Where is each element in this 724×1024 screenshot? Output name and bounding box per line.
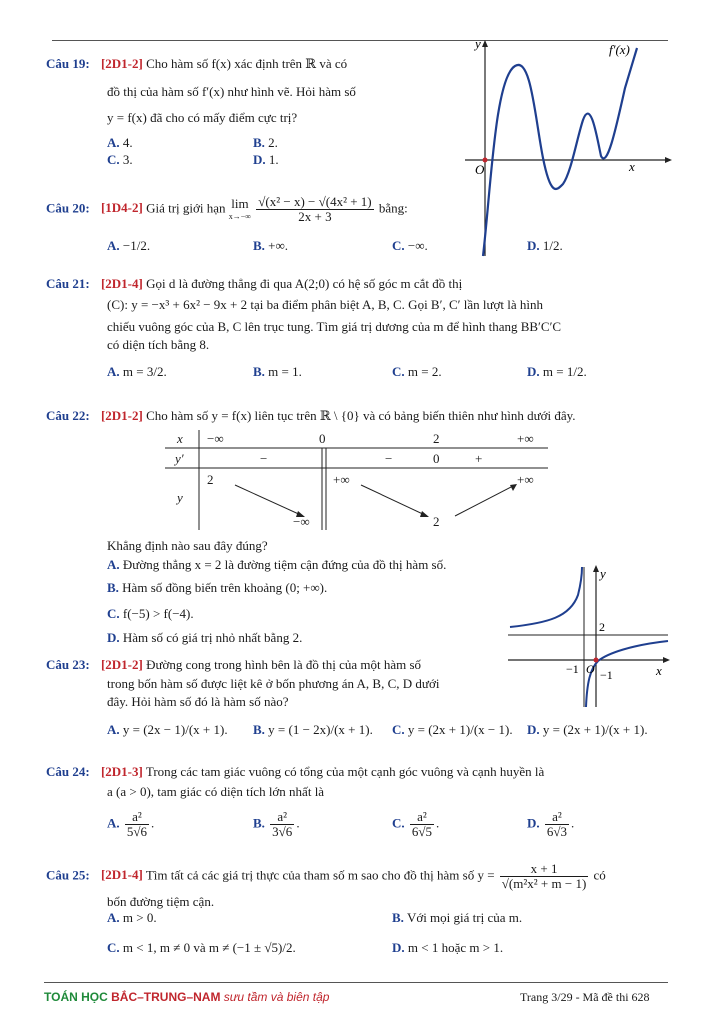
- q21-option-d[interactable]: D. m = 1/2.: [527, 364, 587, 379]
- q19-option-c[interactable]: C. 3.: [107, 152, 133, 167]
- q25-option-d[interactable]: D. m < 1 hoặc m > 1.: [392, 940, 504, 955]
- q25-option-c[interactable]: C. m < 1, m ≠ 0 và m ≠ (−1 ± √5)/2.: [107, 940, 296, 955]
- q25-text2: bốn đường tiệm cận.: [107, 894, 215, 909]
- y-label: y: [475, 38, 481, 51]
- q23-option-d[interactable]: D. y = (2x + 1)/(x + 1).: [527, 722, 648, 737]
- q21-text3: chiếu vuông góc của B, C lên trục tung. Tìm giá trị dương của m để hình thang BB′C′C: [107, 319, 562, 334]
- q20-limit: lim x→−∞: [228, 195, 252, 221]
- q19-text2: đồ thị của hàm số f′(x) như hình vẽ. Hỏi hàm số: [107, 84, 356, 99]
- q22-line1: Câu 22: [2D1-2] Cho hàm số y = f(x) liên tục trên ℝ \ {0} và có bảng biến thiên như hình dưới đây.: [46, 408, 576, 423]
- q24-text2: a (a > 0), tam giác có diện tích lớn nhất là: [107, 784, 325, 799]
- q23-option-c[interactable]: C. y = (2x + 1)/(x − 1).: [392, 722, 513, 737]
- q23-function-graph: [508, 565, 678, 710]
- q22-prompt: Khẳng định nào sau đây đúng?: [107, 538, 268, 553]
- q25-line1: Câu 25: [2D1-4] Tìm tất cả các giá trị thực của tham số m sao cho đồ thị hàm số y = $\frac{x + 1}{\text{√(m²x² + m − 1)}}$ có: [46, 861, 606, 891]
- q24-line1: Câu 24: [2D1-3] Trong các tam giác vuông có tổng của một cạnh góc vuông và cạnh huyền là: [46, 764, 545, 779]
- q19-text1: Cho hàm số f(x) xác định trên ℝ và có: [146, 56, 348, 71]
- svg-text:−1: −1: [566, 662, 579, 676]
- footer-page-info: Trang 3/29 - Mã đề thi 628: [520, 990, 650, 1004]
- q22-option-b[interactable]: B. Hàm số đồng biến trên khoảng (0; +∞).: [107, 580, 328, 595]
- q19-text3: y = f(x) đã cho có mấy điểm cực trị?: [107, 110, 298, 125]
- q20-line: Câu 20: [1D4-2] Giá trị giới hạn lim x→−∞ $\frac{\text{√(x² − x) − √(4x² + 1)}}{2x + 3}$ bằng:: [46, 194, 408, 224]
- q21-option-b[interactable]: B. m = 1.: [253, 364, 302, 379]
- q20-option-b[interactable]: B. +∞.: [253, 238, 289, 253]
- q19-option-b[interactable]: B. 2.: [253, 135, 278, 150]
- q23-option-a[interactable]: A. y = (2x − 1)/(x + 1).: [107, 722, 228, 737]
- x-label: x: [629, 159, 635, 174]
- svg-text:O: O: [586, 662, 595, 676]
- q24-option-c[interactable]: C. $\frac{\text{a²}}{6√5}$ .: [392, 809, 440, 839]
- left-branch: [510, 567, 582, 627]
- svg-text:x: x: [656, 663, 662, 678]
- q19-option-d[interactable]: D. 1.: [253, 152, 279, 167]
- q22-option-c[interactable]: C. f(−5) > f(−4).: [107, 606, 194, 621]
- q19-option-a[interactable]: A. 4.: [107, 135, 133, 150]
- q20-option-a[interactable]: A. −1/2.: [107, 238, 151, 253]
- svg-text:−1: −1: [600, 668, 613, 682]
- q24-option-d[interactable]: D. $\frac{\text{a²}}{6√3}$ .: [527, 809, 575, 839]
- q21-text4: có diện tích bằng 8.: [107, 337, 210, 352]
- svg-text:2: 2: [599, 620, 605, 634]
- q21-line1: Câu 21: [2D1-4] Gọi d là đường thẳng đi qua A(2;0) có hệ số góc m cắt đồ thị: [46, 276, 463, 291]
- bottom-rule: [44, 982, 668, 983]
- q22-option-d[interactable]: D. Hàm số có giá trị nhỏ nhất bằng 2.: [107, 630, 303, 645]
- origin-label: O: [475, 162, 485, 177]
- q24-option-a[interactable]: A. $\frac{\text{a²}}{5√6}$ .: [107, 809, 155, 839]
- q23-text3: đây. Hỏi hàm số đó là hàm số nào?: [107, 694, 289, 709]
- q23-line1: Câu 23: [2D1-2] Đường cong trong hình bên là đồ thị của một hàm số: [46, 657, 422, 672]
- q20-fraction: $\frac{\text{√(x² − x) − √(4x² + 1)}}{2x + 3}$: [258, 194, 372, 224]
- derivative-curve: [483, 48, 637, 256]
- q22-variation-table: x −∞ 0 2 +∞ y′ − − 0 + y 2 −∞ +∞ 2 +∞: [165, 430, 548, 530]
- q19-line1: [46, 56, 347, 72]
- q23-option-b[interactable]: B. y = (1 − 2x)/(x + 1).: [253, 722, 373, 737]
- svg-text:y: y: [600, 566, 606, 581]
- q24-option-b[interactable]: B. $\frac{\text{a²}}{3√6}$ .: [253, 809, 300, 839]
- q21-option-a[interactable]: A. m = 3/2.: [107, 364, 167, 379]
- q21-text2: (C): y = −x³ + 6x² − 9x + 2 tại ba điểm phân biệt A, B, C. Gọi B′, C′ lần lượt là hình: [107, 297, 543, 312]
- curve-label: f′(x): [609, 42, 630, 57]
- q25-function: $\frac{x + 1}{\text{√(m²x² + m − 1)}}$: [501, 861, 587, 891]
- y-axis-arrow: [482, 40, 488, 47]
- q19-derivative-graph: [465, 38, 675, 260]
- q23-text2: trong bốn hàm số được liệt kê ở bốn phương án A, B, C, D dưới: [107, 676, 440, 691]
- q25-option-a[interactable]: A. m > 0.: [107, 910, 157, 925]
- q20-option-c[interactable]: C. −∞.: [392, 238, 428, 253]
- q22-option-a[interactable]: A. Đường thẳng x = 2 là đường tiệm cận đứng của đồ thị hàm số.: [107, 557, 447, 572]
- q21-option-c[interactable]: C. m = 2.: [392, 364, 442, 379]
- q25-option-b[interactable]: B. Với mọi giá trị của m.: [392, 910, 523, 925]
- q19-code: [2D1-2]: [100, 56, 143, 71]
- q20-option-d[interactable]: D. 1/2.: [527, 238, 563, 253]
- footer-brand: TOÁN HỌC BẮC–TRUNG–NAM sưu tầm và biên tập: [44, 990, 330, 1004]
- q19-label: Câu 19:: [46, 56, 90, 71]
- x-axis-arrow: [665, 157, 672, 163]
